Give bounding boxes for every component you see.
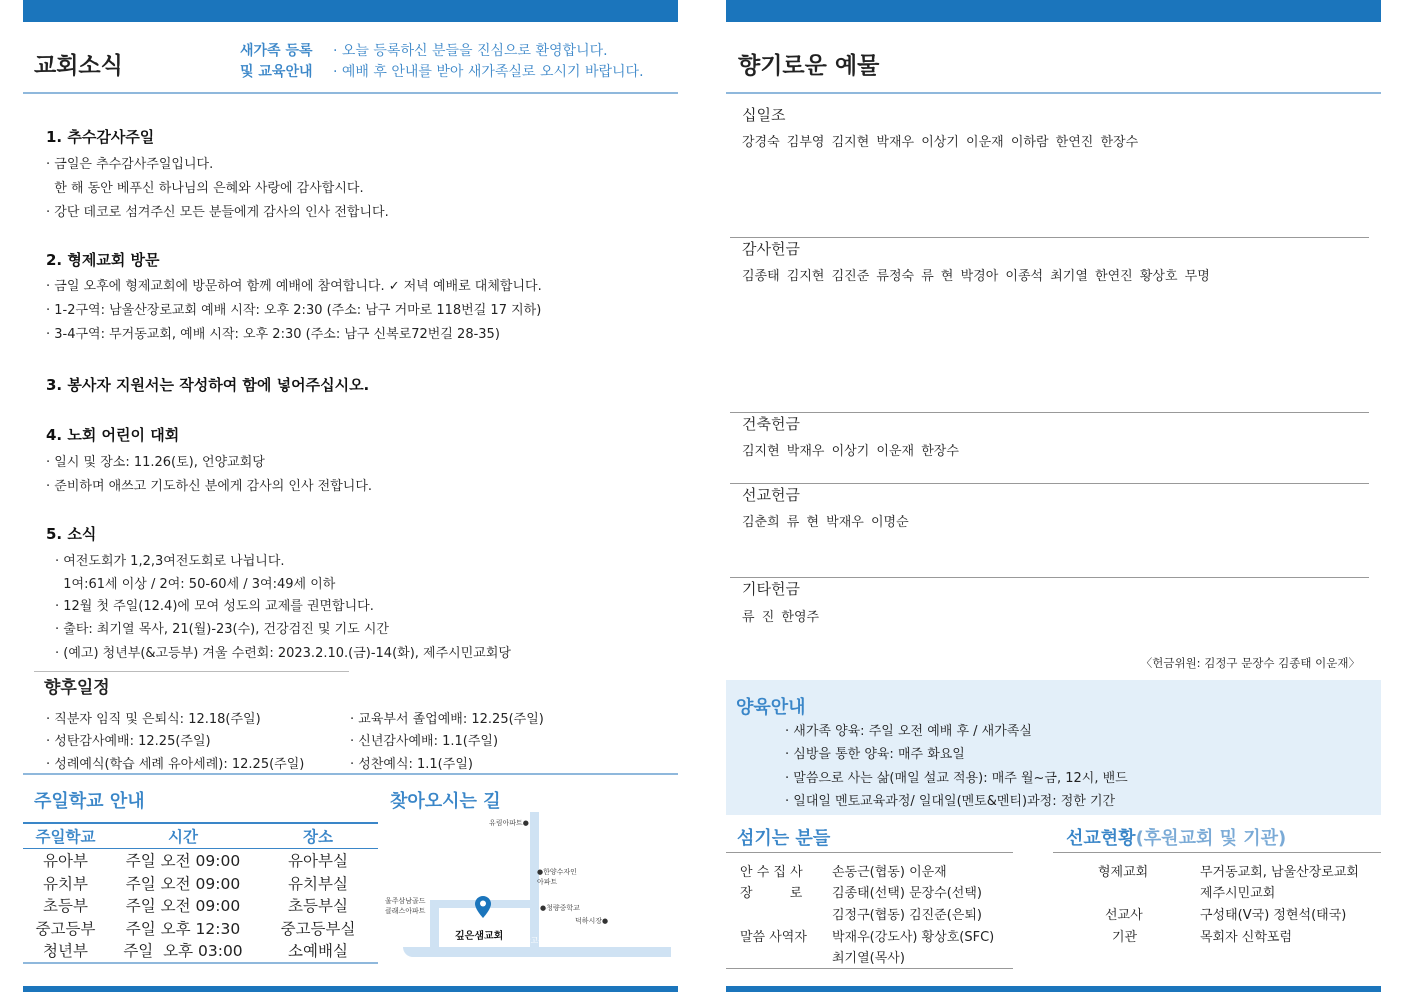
newcomer-label <box>240 41 313 83</box>
mission-rule <box>1053 852 1381 853</box>
mission-label-4: 기관 <box>1112 930 1138 945</box>
school-cell: 유치부 <box>43 874 88 893</box>
mission-title-main: 선교현황 <box>1066 828 1136 849</box>
upcoming-1-2: · 성탄감사예배: 12.25(주일) <box>46 734 211 749</box>
school-cell: 유아부 <box>43 852 88 871</box>
servers-title: 섬기는 분들 <box>737 828 831 849</box>
school-cell: 청년부 <box>43 942 88 961</box>
section-1-line-3: · 강단 데코로 섬겨주신 모든 분들에게 감사의 인사 전합니다. <box>46 205 389 220</box>
school-cell: 중고등부 <box>35 919 96 938</box>
mission-title <box>1066 824 1286 850</box>
server-names-3: 김정구(협동) 김진준(은퇴) <box>832 908 982 923</box>
map-label-hanyang: ●한양수자인 아파트 <box>537 868 577 886</box>
mission-value-4: 목회자 신학포럼 <box>1200 930 1293 945</box>
left-bottom-bar <box>23 986 678 992</box>
server-names-1: 손동근(협동) 이운재 <box>832 865 947 880</box>
section-title-2: 2. 형제교회 방문 <box>46 251 160 269</box>
mission-value-3: 구성태(V국) 정현석(태국) <box>1200 908 1347 923</box>
page-title-offerings: 향기로운 예물 <box>738 53 880 79</box>
right-title-rule <box>726 92 1381 94</box>
section-1-line-2: 한 해 동안 베푸신 하나님의 은혜와 사랑에 감사합시다. <box>46 181 364 196</box>
mission-label-3: 선교사 <box>1105 908 1143 923</box>
offering-names-thanks: 김종태 김지현 김진준 류정숙 류 현 박경아 이종석 최기열 한연진 황상호 무명 <box>742 269 1210 284</box>
upcoming-2-2: · 신년감사예배: 1.1(주일) <box>350 734 499 749</box>
table-row <box>23 872 378 895</box>
school-title: 주일학교 안내 <box>34 791 145 812</box>
offering-committee: 〈헌금위원: 김정구 문장수 김종태 이운재〉 <box>1140 656 1360 670</box>
school-cell: 중고등부실 <box>280 919 356 938</box>
map-label-yurim: 유림아파트● <box>489 819 529 827</box>
newcomer-note-2: · 예배 후 안내를 받아 새가족실로 오시기 바랍니다. <box>333 64 644 80</box>
server-role-2: 장 로 <box>740 886 803 901</box>
section-title-4: 4. 노회 어린이 대회 <box>46 426 180 444</box>
servers-rule <box>726 852 1013 853</box>
school-cell: 초등부 <box>43 897 88 916</box>
section-5-line-2: 1여:61세 이상 / 2여: 50-60세 / 3여:49세 이하 <box>55 577 336 592</box>
servers-bottom-rule <box>726 968 1013 969</box>
right-bottom-bar <box>726 986 1381 992</box>
school-cell: 주일 오전 09:00 <box>125 874 241 893</box>
page-title-church-news: 교회소식 <box>34 53 123 79</box>
offering-names-building: 김지현 박재우 이상기 이운재 한장수 <box>742 444 959 459</box>
upcoming-2-3: · 성찬예식: 1.1(주일) <box>350 757 473 772</box>
section-4-line-1: · 일시 및 장소: 11.26(토), 언양교회당 <box>46 455 265 470</box>
upcoming-bottom-rule <box>23 773 678 775</box>
offering-type-other: 기타헌금 <box>742 580 800 598</box>
offering-type-thanks: 감사헌금 <box>742 240 800 258</box>
map-road <box>403 947 671 957</box>
offering-type-tithe: 십일조 <box>742 106 786 124</box>
school-cell: 주일 오후 12:30 <box>125 919 241 938</box>
section-5-line-4: · 출타: 최기열 목사, 21(월)-23(수), 건강검진 및 기도 시간 <box>55 622 389 637</box>
section-title-3: 3. 봉사자 지원서는 작성하여 함에 넣어주십시오. <box>46 376 370 394</box>
section-5-line-3: · 12월 첫 주일(12.4)에 모여 성도의 교제를 권면합니다. <box>55 599 374 614</box>
map-pin-icon <box>475 896 491 916</box>
offering-names-other: 류 진 한영주 <box>742 610 820 625</box>
newcomer-label-2: 및 교육안내 <box>240 64 313 80</box>
offering-names-mission: 김춘희 류 현 박재우 이명순 <box>742 515 909 530</box>
school-header-time: 시간 <box>108 823 258 849</box>
upcoming-1-3: · 성례예식(학습 세례 유아세례): 12.25(주일) <box>46 757 305 772</box>
mission-value-1: 무거동교회, 남울산장로교회 <box>1200 865 1359 880</box>
server-names-2: 김종태(선택) 문장수(선택) <box>832 886 982 901</box>
nurture-line-3: · 말씀으로 사는 삶(매일 설교 적용): 매주 월~금, 12시, 밴드 <box>785 771 1128 786</box>
table-row <box>23 894 378 917</box>
section-4-line-2: · 준비하며 애쓰고 기도하신 분에게 감사의 인사 전합니다. <box>46 479 373 494</box>
server-role-1: 안 수 집 사 <box>740 865 803 880</box>
nurture-line-2: · 심방을 통한 양육: 매주 화요일 <box>785 747 965 762</box>
map-label-cheongnyang: ●청량중학교 <box>540 904 580 912</box>
section-1-line-1: · 금일은 추수감사주일입니다. <box>46 157 214 172</box>
map-label-road-2: 청량읍 거리 <box>591 934 633 943</box>
right-top-bar <box>726 0 1381 22</box>
map-label-road-1: 울산고속로 <box>515 936 554 945</box>
server-names-4: 박재우(강도사) 황상호(SFC) <box>832 930 995 945</box>
school-cell: 초등부실 <box>288 897 348 916</box>
upcoming-top-rule <box>34 671 349 672</box>
school-table <box>23 822 378 964</box>
offering-type-mission: 선교헌금 <box>742 486 800 504</box>
table-row <box>23 849 378 872</box>
offering-type-building: 건축헌금 <box>742 415 800 433</box>
map-label-ulju: 울주삼남골드 클래스아파트 <box>385 897 426 915</box>
school-header-dept: 주일학교 <box>23 823 108 849</box>
table-row <box>23 939 378 963</box>
section-2-line-2: · 1-2구역: 남울산장로교회 예배 시작: 오후 2:30 (주소: 남구 거마로 118번길 17 지하) <box>46 303 542 318</box>
server-role-4: 말씀 사역자 <box>740 930 807 945</box>
school-cell: 소예배실 <box>288 942 348 961</box>
map-label-dukha: 덕하시장● <box>575 917 609 925</box>
nurture-title: 양육안내 <box>736 697 806 718</box>
offering-names-tithe: 강경숙 김부영 김지현 박재우 이상기 이운재 이하람 한연진 한장수 <box>742 135 1139 150</box>
map-title: 찾아오시는 길 <box>390 791 501 812</box>
server-names-5: 최기열(목사) <box>832 951 905 966</box>
section-title-1: 1. 추수감사주일 <box>46 128 155 146</box>
mission-label-1: 형제교회 <box>1098 865 1149 880</box>
section-5-line-1: · 여전도회가 1,2,3여전도회로 나뉩니다. <box>55 554 285 569</box>
left-title-rule <box>23 92 678 94</box>
left-top-bar <box>23 0 678 22</box>
school-cell: 주일 오전 09:00 <box>125 852 241 871</box>
upcoming-2-1: · 교육부서 졸업예배: 12.25(주일) <box>350 712 544 727</box>
school-cell: 주일 오전 09:00 <box>125 897 241 916</box>
section-2-line-1: · 금일 오후에 형제교회에 방문하여 함께 예배에 참여합니다. ✓ 저녁 예배로 대체합니다. <box>46 279 542 294</box>
offering-divider <box>730 483 1369 484</box>
mission-value-2: 제주시민교회 <box>1200 886 1276 901</box>
map-label-church: 깊은샘교회 <box>455 931 504 942</box>
section-title-5: 5. 소식 <box>46 525 97 543</box>
newcomer-notes <box>333 41 644 83</box>
upcoming-title: 향후일정 <box>44 678 110 698</box>
mission-title-sub: (후원교회 및 기관) <box>1135 828 1287 849</box>
newcomer-note-1: · 오늘 등록하신 분들을 진심으로 환영합니다. <box>333 43 608 59</box>
offering-divider <box>730 577 1369 578</box>
section-5-line-5: · (예고) 청년부(&고등부) 겨울 수련회: 2023.2.10.(금)-14(화), 제주시민교회당 <box>55 646 511 661</box>
offering-divider <box>730 237 1369 238</box>
section-2-line-3: · 3-4구역: 무거동교회, 예배 시작: 오후 2:30 (주소: 남구 신복로72번길 28-35) <box>46 327 500 342</box>
table-row <box>23 917 378 940</box>
school-cell: 유치부실 <box>288 874 348 893</box>
school-header-place: 장소 <box>258 823 378 849</box>
school-cell: 주일 오후 03:00 <box>123 942 243 961</box>
school-cell: 유아부실 <box>288 852 348 871</box>
newcomer-label-1: 새가족 등록 <box>240 43 313 59</box>
offering-divider <box>730 412 1369 413</box>
directions-map <box>385 812 675 967</box>
upcoming-1-1: · 직분자 임직 및 은퇴식: 12.18(주일) <box>46 712 261 727</box>
school-header-row <box>23 823 378 849</box>
nurture-line-4: · 일대일 멘토교육과정/ 일대일(멘토&멘티)과정: 정한 기간 <box>785 794 1116 809</box>
nurture-line-1: · 새가족 양육: 주일 오전 예배 후 / 새가족실 <box>785 724 1032 739</box>
